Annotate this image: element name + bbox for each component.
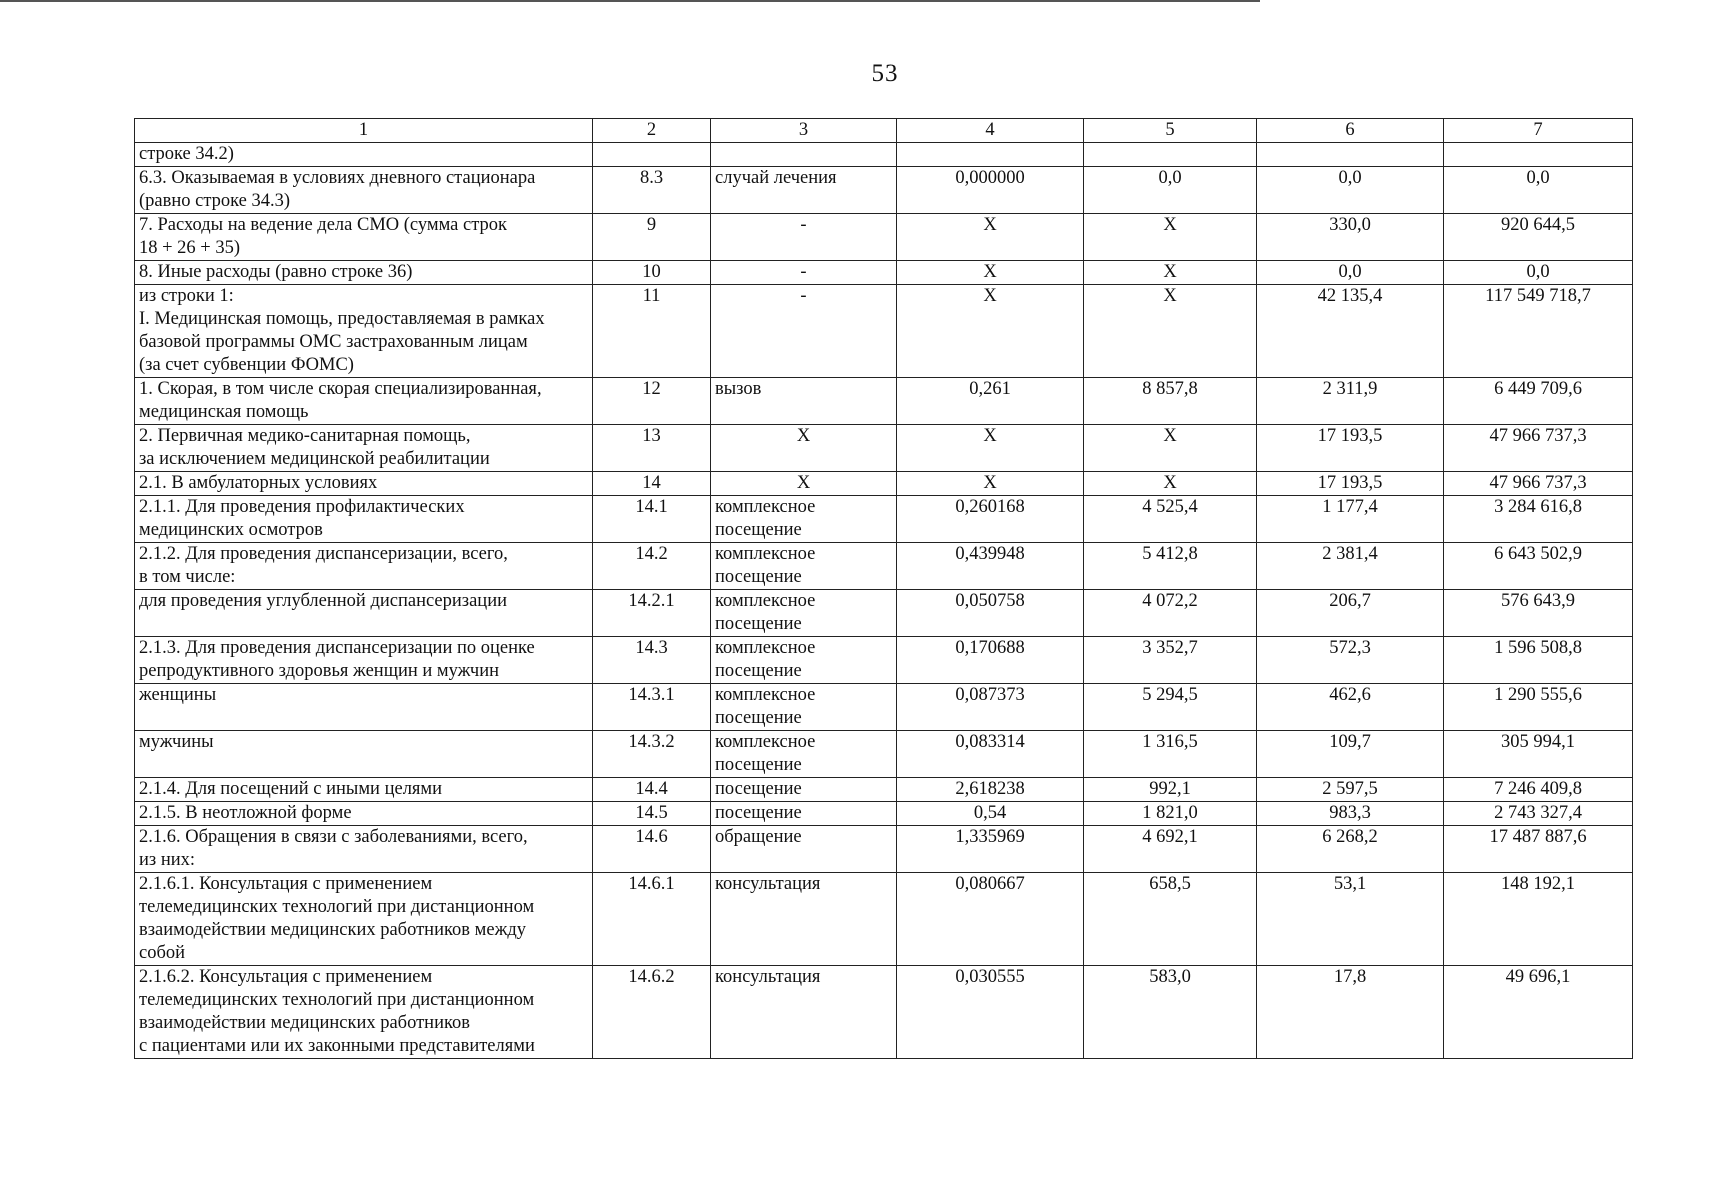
table-row — [135, 425, 1633, 472]
value-cell-col7: 117 549 718,7 — [1444, 285, 1633, 378]
column-header: 2 — [593, 119, 711, 143]
value-cell-col7: 17 487 887,6 — [1444, 826, 1633, 873]
value-cell-col4: 0,050758 — [897, 590, 1084, 637]
row-label-cell — [135, 826, 593, 873]
value-cell-col7: 920 644,5 — [1444, 214, 1633, 261]
value-cell-col4: 1,335969 — [897, 826, 1084, 873]
row-label-cell-line: 2.1. В амбулаторных условиях — [139, 473, 378, 493]
value-cell-col6: 462,6 — [1257, 684, 1444, 731]
unit-cell-line: X — [796, 473, 811, 493]
row-code-cell: 9 — [593, 214, 711, 261]
unit-cell — [711, 425, 897, 472]
unit-cell — [711, 637, 897, 684]
unit-cell — [711, 543, 897, 590]
value-cell-col5: 8 857,8 — [1084, 378, 1257, 425]
row-label-cell-line: 2.1.6.1. Консультация с применением — [139, 874, 433, 894]
row-label-cell-line: 2.1.5. В неотложной форме — [139, 803, 352, 823]
unit-cell — [711, 802, 897, 826]
column-header: 3 — [711, 119, 897, 143]
row-label-cell — [135, 472, 593, 496]
value-cell-col5: 4 072,2 — [1084, 590, 1257, 637]
unit-cell-line: посещение — [715, 779, 802, 799]
row-label-cell-line: 8. Иные расходы (равно строке 36) — [139, 262, 413, 282]
row-label-cell-line: 2.1.1. Для проведения профилактических — [139, 497, 465, 517]
table-row — [135, 143, 1633, 167]
value-cell-col6: 17 193,5 — [1257, 472, 1444, 496]
unit-cell — [711, 873, 897, 966]
value-cell-col7: 0,0 — [1444, 261, 1633, 285]
value-cell-col4: 0,439948 — [897, 543, 1084, 590]
row-code-cell: 12 — [593, 378, 711, 425]
table-row — [135, 873, 1633, 966]
row-label-cell-line: репродуктивного здоровья женщин и мужчин — [139, 661, 500, 681]
value-cell-col5: X — [1084, 285, 1257, 378]
value-cell-col7: 1 290 555,6 — [1444, 684, 1633, 731]
row-label-cell — [135, 425, 593, 472]
value-cell-col6: 42 135,4 — [1257, 285, 1444, 378]
row-label-cell-line: 18 + 26 + 35) — [139, 238, 241, 258]
value-cell-col6: 17 193,5 — [1257, 425, 1444, 472]
unit-cell — [711, 285, 897, 378]
value-cell-col5: 4 692,1 — [1084, 826, 1257, 873]
value-cell-col4: 0,261 — [897, 378, 1084, 425]
unit-cell-line: обращение — [715, 827, 802, 847]
column-header: 4 — [897, 119, 1084, 143]
unit-cell — [711, 590, 897, 637]
value-cell-col5: 1 821,0 — [1084, 802, 1257, 826]
value-cell-col7 — [1444, 143, 1633, 167]
row-label-cell-line: 7. Расходы на ведение дела СМО (сумма строк — [139, 215, 508, 235]
unit-cell-line: - — [800, 215, 807, 235]
row-code-cell: 14.3.2 — [593, 731, 711, 778]
unit-cell-line: комплексное — [715, 638, 816, 658]
row-label-cell-line: из них: — [139, 850, 196, 870]
unit-cell-line: посещение — [715, 755, 802, 775]
value-cell-col4: 0,083314 — [897, 731, 1084, 778]
unit-cell — [711, 684, 897, 731]
row-label-cell — [135, 684, 593, 731]
row-code-cell: 14.6.1 — [593, 873, 711, 966]
row-code-cell: 13 — [593, 425, 711, 472]
value-cell-col4: 0,260168 — [897, 496, 1084, 543]
unit-cell — [711, 496, 897, 543]
row-code-cell: 8.3 — [593, 167, 711, 214]
unit-cell — [711, 826, 897, 873]
unit-cell — [711, 143, 897, 167]
table-row — [135, 378, 1633, 425]
value-cell-col6: 206,7 — [1257, 590, 1444, 637]
unit-cell — [711, 731, 897, 778]
row-label-cell-line: собой — [139, 943, 186, 963]
row-label-cell — [135, 285, 593, 378]
table-row — [135, 261, 1633, 285]
value-cell-col5: 992,1 — [1084, 778, 1257, 802]
row-label-cell — [135, 873, 593, 966]
value-cell-col6: 2 381,4 — [1257, 543, 1444, 590]
row-label-cell — [135, 966, 593, 1059]
row-label-cell-line: из строки 1: — [139, 286, 234, 306]
value-cell-col4: 0,030555 — [897, 966, 1084, 1059]
value-cell-col4: X — [897, 285, 1084, 378]
row-label-cell — [135, 637, 593, 684]
unit-cell-line: - — [800, 262, 807, 282]
unit-cell-line: посещение — [715, 708, 802, 728]
value-cell-col6: 17,8 — [1257, 966, 1444, 1059]
value-cell-col7: 148 192,1 — [1444, 873, 1633, 966]
value-cell-col4: 0,54 — [897, 802, 1084, 826]
value-cell-col6: 109,7 — [1257, 731, 1444, 778]
value-cell-col4: 2,618238 — [897, 778, 1084, 802]
row-label-cell-line: медицинских осмотров — [139, 520, 323, 540]
value-cell-col7: 6 643 502,9 — [1444, 543, 1633, 590]
row-label-cell-line: телемедицинских технологий при дистанционном — [139, 897, 535, 917]
row-label-cell — [135, 590, 593, 637]
value-cell-col5: X — [1084, 214, 1257, 261]
value-cell-col4: X — [897, 472, 1084, 496]
unit-cell-line: посещение — [715, 520, 802, 540]
row-label-cell-line: строке 34.2) — [139, 144, 234, 164]
row-label-cell — [135, 543, 593, 590]
unit-cell-line: комплексное — [715, 497, 816, 517]
value-cell-col6: 983,3 — [1257, 802, 1444, 826]
unit-cell-line: комплексное — [715, 732, 816, 752]
row-label-cell-line: 2.1.4. Для посещений с иными целями — [139, 779, 443, 799]
table-row — [135, 731, 1633, 778]
column-header: 7 — [1444, 119, 1633, 143]
row-label-cell — [135, 167, 593, 214]
row-label-cell-line: (за счет субвенции ФОМС) — [139, 355, 354, 375]
row-code-cell: 10 — [593, 261, 711, 285]
value-cell-col7: 7 246 409,8 — [1444, 778, 1633, 802]
value-cell-col4: 0,170688 — [897, 637, 1084, 684]
row-label-cell-line: за исключением медицинской реабилитации — [139, 449, 490, 469]
row-label-cell-line: 1. Скорая, в том числе скорая специализированная, — [139, 379, 542, 399]
row-label-cell-line: (равно строке 34.3) — [139, 191, 291, 211]
unit-cell — [711, 214, 897, 261]
row-label-cell-line: базовой программы ОМС застрахованным лицам — [139, 332, 528, 352]
unit-cell-line: вызов — [715, 379, 762, 399]
value-cell-col6: 0,0 — [1257, 167, 1444, 214]
row-label-cell-line: I. Медицинская помощь, предоставляемая в рамках — [139, 309, 545, 329]
value-cell-col4: 0,087373 — [897, 684, 1084, 731]
value-cell-col6: 2 311,9 — [1257, 378, 1444, 425]
row-label-cell — [135, 802, 593, 826]
row-label-cell-line: 6.3. Оказываемая в условиях дневного стационара — [139, 168, 536, 188]
row-label-cell-line: взаимодействии медицинских работников между — [139, 920, 527, 940]
unit-cell-line: - — [800, 286, 807, 306]
value-cell-col5: 3 352,7 — [1084, 637, 1257, 684]
row-label-cell — [135, 143, 593, 167]
value-cell-col5: 1 316,5 — [1084, 731, 1257, 778]
page-number: 53 — [871, 60, 899, 87]
value-cell-col7: 3 284 616,8 — [1444, 496, 1633, 543]
unit-cell — [711, 167, 897, 214]
top-rule — [0, 0, 1260, 2]
row-code-cell: 11 — [593, 285, 711, 378]
value-cell-col6: 1 177,4 — [1257, 496, 1444, 543]
value-cell-col7: 47 966 737,3 — [1444, 472, 1633, 496]
row-code-cell: 14.6 — [593, 826, 711, 873]
value-cell-col6: 0,0 — [1257, 261, 1444, 285]
value-cell-col6: 53,1 — [1257, 873, 1444, 966]
unit-cell-line: комплексное — [715, 544, 816, 564]
value-cell-col5: 4 525,4 — [1084, 496, 1257, 543]
row-code-cell: 14.4 — [593, 778, 711, 802]
value-cell-col4: X — [897, 214, 1084, 261]
unit-cell-line: комплексное — [715, 591, 816, 611]
row-label-cell-line: 2.1.6.2. Консультация с применением — [139, 967, 433, 987]
value-cell-col4: 0,080667 — [897, 873, 1084, 966]
row-label-cell — [135, 378, 593, 425]
row-code-cell: 14.3 — [593, 637, 711, 684]
value-cell-col5: 0,0 — [1084, 167, 1257, 214]
row-code-cell — [593, 143, 711, 167]
table-row — [135, 167, 1633, 214]
row-label-cell — [135, 496, 593, 543]
value-cell-col7: 6 449 709,6 — [1444, 378, 1633, 425]
row-code-cell: 14.3.1 — [593, 684, 711, 731]
table-row — [135, 543, 1633, 590]
unit-cell-line: консультация — [715, 967, 821, 987]
table-row — [135, 684, 1633, 731]
row-label-cell-line: 2. Первичная медико-санитарная помощь, — [139, 426, 471, 446]
table-row — [135, 496, 1633, 543]
table-row — [135, 285, 1633, 378]
unit-cell-line: консультация — [715, 874, 821, 894]
row-label-cell-line: взаимодействии медицинских работников — [139, 1013, 471, 1033]
row-code-cell: 14.5 — [593, 802, 711, 826]
row-label-cell — [135, 778, 593, 802]
table-row — [135, 778, 1633, 802]
row-label-cell-line: 2.1.3. Для проведения диспансеризации по оценке — [139, 638, 535, 658]
table-body — [135, 143, 1633, 1059]
table-row — [135, 472, 1633, 496]
unit-cell — [711, 261, 897, 285]
row-label-cell — [135, 214, 593, 261]
row-code-cell: 14 — [593, 472, 711, 496]
row-label-cell — [135, 731, 593, 778]
column-header: 6 — [1257, 119, 1444, 143]
row-label-cell — [135, 261, 593, 285]
row-label-cell-line: 2.1.2. Для проведения диспансеризации, всего, — [139, 544, 508, 564]
row-code-cell: 14.2 — [593, 543, 711, 590]
unit-cell-line: посещение — [715, 614, 802, 634]
table-row — [135, 214, 1633, 261]
row-label-cell-line: медицинская помощь — [139, 402, 309, 422]
value-cell-col5: 658,5 — [1084, 873, 1257, 966]
unit-cell — [711, 778, 897, 802]
value-cell-col6: 6 268,2 — [1257, 826, 1444, 873]
value-cell-col4: X — [897, 425, 1084, 472]
row-label-cell-line: в том числе: — [139, 567, 236, 587]
value-cell-col7: 2 743 327,4 — [1444, 802, 1633, 826]
value-cell-col7: 305 994,1 — [1444, 731, 1633, 778]
table-row — [135, 826, 1633, 873]
row-label-cell-line: мужчины — [139, 732, 214, 752]
table-row — [135, 590, 1633, 637]
row-label-cell-line: женщины — [139, 685, 217, 705]
data-table — [134, 118, 1633, 1059]
table-row — [135, 802, 1633, 826]
table-row — [135, 637, 1633, 684]
header-row — [135, 119, 1633, 143]
row-code-cell: 14.1 — [593, 496, 711, 543]
row-label-cell-line: с пациентами или их законными представителями — [139, 1036, 535, 1056]
row-code-cell: 14.2.1 — [593, 590, 711, 637]
value-cell-col6: 330,0 — [1257, 214, 1444, 261]
unit-cell — [711, 966, 897, 1059]
row-label-cell-line: для проведения углубленной диспансеризации — [139, 591, 507, 611]
unit-cell — [711, 378, 897, 425]
unit-cell-line: комплексное — [715, 685, 816, 705]
value-cell-col4: 0,000000 — [897, 167, 1084, 214]
row-label-cell-line: телемедицинских технологий при дистанционном — [139, 990, 535, 1010]
unit-cell — [711, 472, 897, 496]
value-cell-col7: 0,0 — [1444, 167, 1633, 214]
unit-cell-line: посещение — [715, 803, 802, 823]
table-row — [135, 966, 1633, 1059]
column-header: 5 — [1084, 119, 1257, 143]
value-cell-col7: 47 966 737,3 — [1444, 425, 1633, 472]
value-cell-col7: 576 643,9 — [1444, 590, 1633, 637]
value-cell-col6 — [1257, 143, 1444, 167]
row-label-cell-line: 2.1.6. Обращения в связи с заболеваниями, всего, — [139, 827, 528, 847]
value-cell-col5: X — [1084, 425, 1257, 472]
value-cell-col5: 5 294,5 — [1084, 684, 1257, 731]
value-cell-col7: 1 596 508,8 — [1444, 637, 1633, 684]
value-cell-col4: X — [897, 261, 1084, 285]
row-code-cell: 14.6.2 — [593, 966, 711, 1059]
value-cell-col6: 572,3 — [1257, 637, 1444, 684]
unit-cell-line: посещение — [715, 661, 802, 681]
unit-cell-line: посещение — [715, 567, 802, 587]
column-header: 1 — [135, 119, 593, 143]
value-cell-col5: 583,0 — [1084, 966, 1257, 1059]
unit-cell-line: случай лечения — [715, 168, 837, 188]
value-cell-col5: X — [1084, 472, 1257, 496]
value-cell-col5: 5 412,8 — [1084, 543, 1257, 590]
unit-cell-line: X — [796, 426, 811, 446]
value-cell-col6: 2 597,5 — [1257, 778, 1444, 802]
value-cell-col5 — [1084, 143, 1257, 167]
value-cell-col7: 49 696,1 — [1444, 966, 1633, 1059]
value-cell-col5: X — [1084, 261, 1257, 285]
value-cell-col4 — [897, 143, 1084, 167]
